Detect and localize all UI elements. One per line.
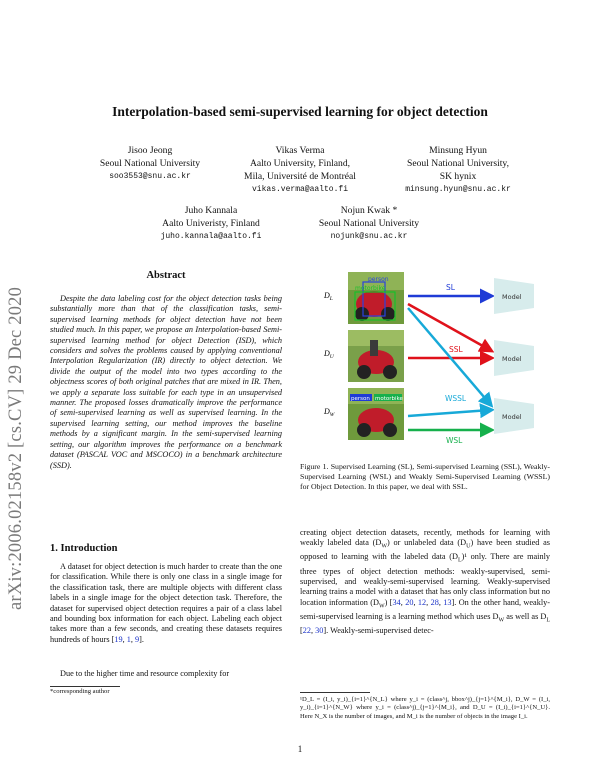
footnote-rule	[50, 686, 120, 687]
citation-link[interactable]: 22	[302, 625, 311, 635]
author-affiliation: Aalto Univeristy, Finland	[162, 218, 260, 229]
author-affiliation: Aalto University, Finland,	[249, 158, 351, 169]
author-affiliation-2: SK hynix	[439, 171, 477, 182]
box-label: person	[368, 276, 389, 283]
footnote: ¹D_L = (I_i, y_i)_{i=1}^{N_L} where y_i = (class^j, bbox^j)_{j=1}^{M_i}, D_W = (I_i, y_i)_{i=1}^{N_W} where y_i = (class^j)_{j=1}^{M_i}, and D_U = (I_i)_{i=1}^{N_U}. Here N_X is the number of images, and M_i is the number of objects in the image I_i.	[300, 696, 550, 720]
author-affiliation-2: Mila, Université de Montréal	[244, 171, 356, 182]
citation-link[interactable]: 34	[392, 597, 401, 607]
intro-text: ].	[139, 634, 144, 644]
dl-label: $D_L$	[324, 291, 333, 302]
citation-link[interactable]: 20	[405, 597, 414, 607]
wssl-arrow-1	[408, 308, 490, 404]
ssl-arrow-1	[408, 304, 490, 350]
author-name: Vikas Verma	[275, 145, 325, 156]
wssl-arrow-2	[408, 410, 490, 416]
citation-link[interactable]: 12	[417, 597, 427, 607]
author-block	[294, 204, 444, 243]
model-label: Model	[502, 413, 522, 421]
citation-link[interactable]: 1	[126, 634, 131, 644]
author-email[interactable]: nojunk@snu.ac.kr	[330, 232, 408, 241]
box-label: motorbike	[355, 285, 386, 292]
box-label: person	[351, 396, 370, 402]
intro-paragraph-2: Due to the higher time and resource complexity for	[60, 669, 230, 678]
author-name: Jisoo Jeong	[127, 145, 173, 156]
author-name: Minsung Hyun	[429, 145, 487, 156]
model-label: Model	[502, 293, 522, 301]
author-block	[70, 144, 230, 183]
paper-title: Interpolation-based semi-supervised learning for object detection	[112, 104, 488, 119]
author-affiliation: Seoul National University	[99, 158, 201, 169]
footnote-rule	[300, 692, 370, 693]
du-image	[348, 330, 404, 382]
author-block	[136, 204, 286, 243]
citation-link[interactable]: 13	[443, 597, 452, 607]
citation-link[interactable]: 30	[315, 625, 324, 635]
author-affiliation: Seoul National University	[318, 218, 420, 229]
intro-paragraph: A dataset for object detection is much harder to create than the one for classification. While there is only one class in a single image for the classification task, there are multiple objects with different class labels in a single image for the object detection task. Therefore, the dataset for supervised object detection requires a pair of a class label and bounding box information for each object. Labeling each object takes more than a few seconds, and creating these datasets requires hundreds of hours [19, 1, 9].	[50, 562, 282, 644]
figure-1	[306, 270, 550, 450]
dw-label: $D_W$	[324, 407, 335, 418]
author-email[interactable]: juho.kannala@aalto.fi	[160, 232, 262, 241]
section-heading: 1. Introduction	[50, 543, 118, 554]
box-label: motorbike	[375, 396, 403, 402]
citation-link[interactable]: 19	[114, 634, 123, 644]
arxiv-stamp: arXiv:2006.02158v2 [cs.CV] 29 Dec 2020	[6, 286, 26, 610]
footnote: *corresponding author	[50, 688, 110, 695]
author-email[interactable]: soo3553@snu.ac.kr	[109, 172, 191, 181]
author-affiliation: Seoul National University,	[407, 158, 509, 169]
abstract-text: Despite the data labeling cost for the object detection tasks being substantially more than that of the classification tasks, semi-supervised learning methods for object detection have not been studied much. In this paper, we propose an Interpolation-based Semi-supervised learning method for object Detection (ISD), which considers and solves the problems caused by applying conventional Interpolation Regularization (IR) directly to object detection. We divide the output of the model into two types according to the objectness scores of both original patches that are mixed in IR. Then, we apply a separate loss suitable for each type in an unsupervised manner. The proposed losses dramatically improve the performance of semi-supervised learning as well as supervised learning. In the supervised learning setting, our method improves the baseline methods by a significant margin. In the semi-supervised learning setting, our algorithm improves the performance on a benchmark dataset (PASCAL VOC and MSCOCO) in a benchmark architecture (SSD).	[50, 294, 282, 470]
right-column-text: creating object detection datasets, recently, methods for learning with weakly labeled data $(D_W)$ or unlabeled data $(D_U)$ have been studied as opposed to learning with the labeled data $(D_L)^1$ only. There are mainly three types of object detection methods: weakly-supervised, semi-supervised, and weakly-semi-supervised learning. Weakly-supervised learning trains a model with a dataset that has only class information but no location information $(D_W)$ [34, 20, 12, 28, 13]. On the other hand, weakly-semi-supervised learning is a learning method which uses $D_W$ as well as $D_L$ [22, 30]. Weakly-semi-supervised detec-	[300, 528, 551, 635]
citation-link[interactable]: 28	[430, 597, 439, 607]
model-label: Model	[502, 355, 522, 363]
wssl-label: WSSL	[445, 394, 467, 403]
author-email[interactable]: minsung.hyun@snu.ac.kr	[405, 185, 511, 194]
abstract-heading: Abstract	[146, 270, 186, 281]
intro-text: A dataset for object detection is much harder to create than the one for classification. While there is only one class in a single image for the classification task, there are multiple objects with different class labels in a single image for the object detection task. Therefore, the dataset for supervised object detection requires a pair of a class label and bounding box information for each object. Labeling each object takes more than a few seconds, and creating these datasets requires hundreds of hours [	[50, 562, 282, 644]
author-name: Nojun Kwak *	[340, 205, 398, 216]
sl-label: SL	[446, 283, 455, 292]
ssl-label: SSL	[449, 345, 463, 354]
page-number: 1	[297, 744, 303, 754]
author-block	[370, 144, 546, 196]
author-name: Juho Kannala	[184, 205, 238, 216]
citation-link[interactable]: 9	[135, 634, 140, 644]
author-block	[212, 144, 388, 196]
figure-caption: Figure 1. Supervised Learning (SL), Semi-supervised Learning (SSL), Weakly-Supervised Learning (WSL) and Weakly Semi-Supervised Learning (WSSL) for Object Detection. In this paper, we deal with SSL.	[300, 462, 550, 492]
wsl-label: WSL	[446, 436, 463, 445]
du-label: $D_U$	[324, 349, 334, 360]
author-email[interactable]: vikas.verma@aalto.fi	[251, 185, 348, 194]
